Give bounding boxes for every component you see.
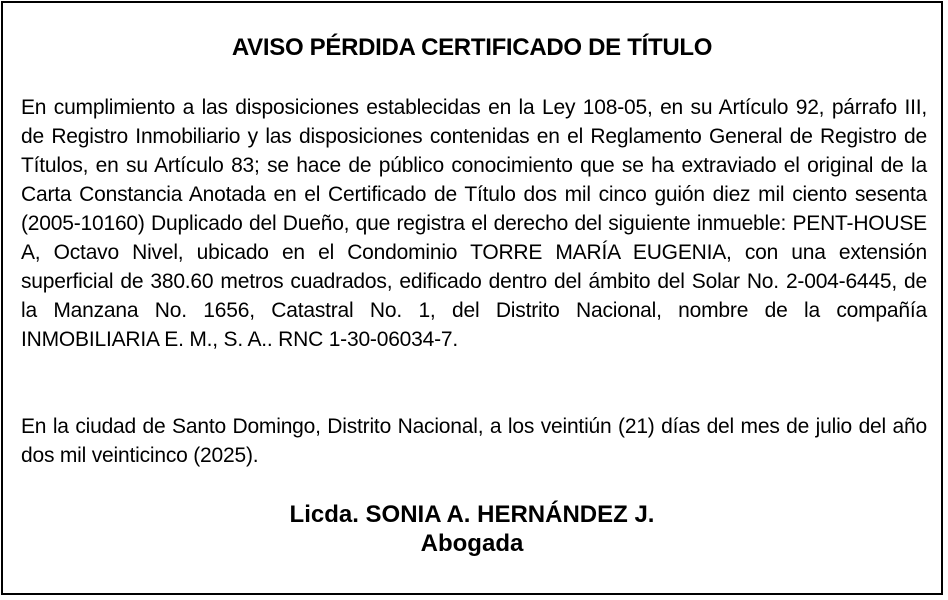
signature-name: Licda. SONIA A. HERNÁNDEZ J. bbox=[289, 501, 655, 528]
signature-role: Abogada bbox=[420, 530, 524, 557]
signature-block bbox=[3, 500, 941, 558]
notice-title: AVISO PÉRDIDA CERTIFICADO DE TÍTULO bbox=[231, 34, 713, 61]
notice-paragraph-date: En la ciudad de Santo Domingo, Distrito Nacional, a los veintiún (21) días del mes de julio del año dos mil veinticinco (2025). bbox=[21, 415, 927, 467]
notice-paragraph-main: En cumplimiento a las disposiciones establecidas en la Ley 108-05, en su Artículo 92, párrafo III, de Registro Inmobiliario y las disposiciones contenidas en el Reglamento General de Registro de Títulos, en su Artículo 83; se hace de público conocimiento que se ha extraviado el original de la Carta Constancia Anotada en el Certificado de Título dos mil cinco guión diez mil ciento sesenta (2005-10160) Duplicado del Dueño, que registra el derecho del siguiente inmueble: PENT-HOUSE A, Octavo Nivel, ubicado en el Condominio TORRE MARÍA EUGENIA, con una extensión superficial de 380.60 metros cuadrados, edificado dentro del ámbito del Solar No. 2-004-6445, de la Manzana No. 1656, Catastral No. 1, del Distrito Nacional, nombre de la compañía INMOBILIARIA E. M., S. A.. RNC 1-30-06034-7. bbox=[21, 96, 927, 351]
notice-frame bbox=[1, 1, 943, 595]
